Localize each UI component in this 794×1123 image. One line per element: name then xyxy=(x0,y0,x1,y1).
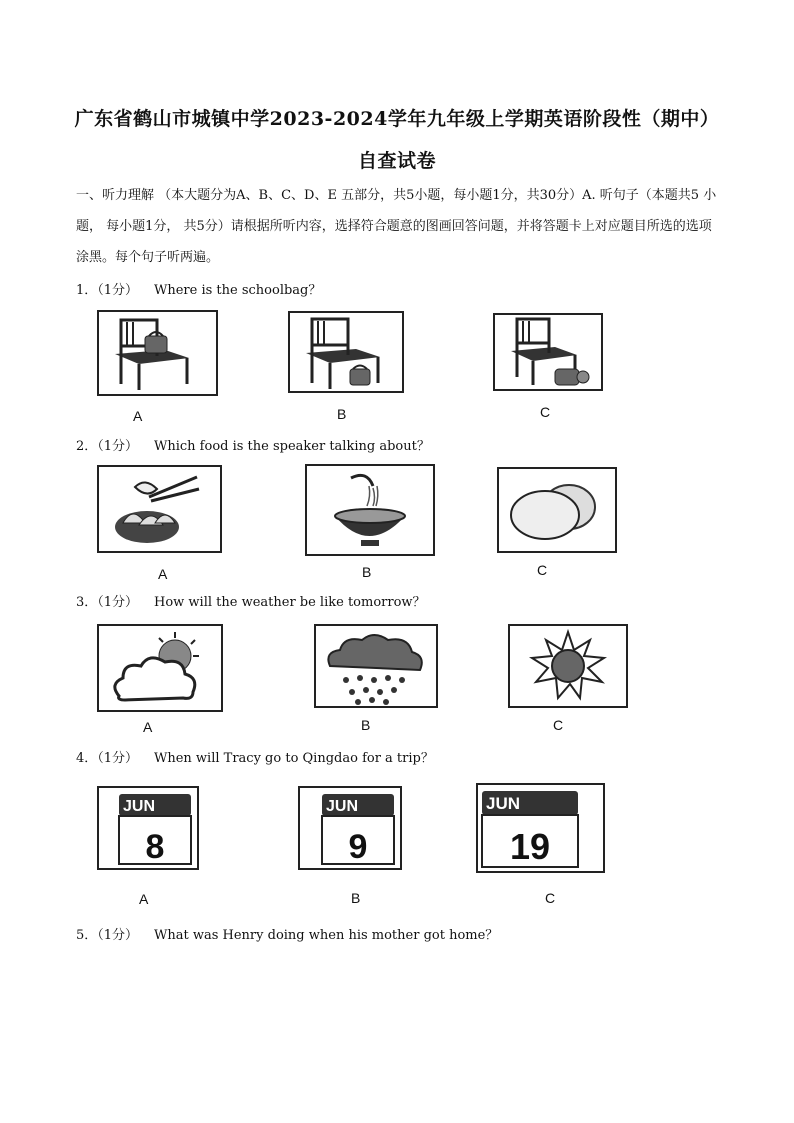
q1-option-c-label: C xyxy=(540,404,551,420)
question-5-text: What was Henry doing when his mother got home？ xyxy=(154,928,499,943)
question-5 xyxy=(76,924,498,943)
question-4-number: 4．（1分） xyxy=(76,751,139,766)
question-3 xyxy=(76,591,426,610)
question-4 xyxy=(76,747,434,766)
q4-c-day: 19 xyxy=(509,826,551,867)
q2-option-c-label: C xyxy=(537,562,548,578)
q2-option-b-picture xyxy=(305,464,435,556)
section-instructions: 一、听力理解 （本大题分为A、B、C、D、E 五部分，共5小题，每小题1分，共30分）A. 听句子（本题共5 小题， 每小题1分， 共5分）请根据所听内容，选择符合题意的图画回答问题，并将答题卡上对应题目所选的选项涂黑。每个句子听两遍。 xyxy=(76,188,717,265)
dumplings-chopsticks-icon xyxy=(99,467,220,551)
sun-icon xyxy=(510,626,626,706)
q4-option-b-label: B xyxy=(351,890,361,906)
q4-a-day: 8 xyxy=(145,828,165,866)
q4-b-day: 9 xyxy=(348,828,368,866)
question-3-text: How will the weather be like tomorrow？ xyxy=(154,595,426,610)
q4-a-month: JUN xyxy=(123,798,156,815)
chair-bag-on-seat-icon xyxy=(99,312,216,394)
q4-option-a-picture xyxy=(97,786,199,870)
eggs-icon xyxy=(499,469,615,551)
exam-title-line-1: 广东省鹤山市城镇中学2023-2024学年九年级上学期英语阶段性（期中） xyxy=(74,108,720,130)
q3-option-b-picture xyxy=(314,624,438,708)
q3-option-c-picture xyxy=(508,624,628,708)
q2-option-a-label: A xyxy=(158,566,168,582)
q4-option-c-picture xyxy=(476,783,605,873)
q1-option-a-label: A xyxy=(133,408,143,424)
q3-option-a-picture xyxy=(97,624,223,712)
q3-option-b-label: B xyxy=(361,717,371,733)
q2-option-c-picture xyxy=(497,467,617,553)
question-1 xyxy=(76,279,321,298)
q1-option-b-picture xyxy=(288,311,404,393)
q1-option-b-label: B xyxy=(337,406,347,422)
question-4-text: When will Tracy go to Qingdao for a trip？ xyxy=(154,751,434,766)
q2-option-a-picture xyxy=(97,465,222,553)
chair-bag-under-seat-icon xyxy=(290,313,402,391)
q1-option-a-picture xyxy=(97,310,218,396)
q4-option-c-label: C xyxy=(545,890,556,906)
calendar-icon xyxy=(99,788,197,868)
q4-b-month: JUN xyxy=(326,798,359,815)
noodles-bowl-icon xyxy=(307,466,433,554)
chair-bag-beside-icon xyxy=(495,315,601,389)
question-2-number: 2．（1分） xyxy=(76,439,139,454)
exam-title-line-2: 自查试卷 xyxy=(357,150,436,172)
calendar-icon xyxy=(478,785,603,871)
q2-option-b-label: B xyxy=(362,564,372,580)
q4-option-a-label: A xyxy=(139,891,149,907)
q3-option-a-label: A xyxy=(143,719,153,735)
question-3-number: 3．（1分） xyxy=(76,595,139,610)
q4-c-month: JUN xyxy=(486,794,521,813)
question-1-text: Where is the schoolbag？ xyxy=(154,283,322,298)
cloudy-sun-icon xyxy=(99,626,221,710)
q4-option-b-picture xyxy=(298,786,402,870)
question-5-number: 5．（1分） xyxy=(76,928,139,943)
rain-cloud-icon xyxy=(316,626,436,706)
q1-option-c-picture xyxy=(493,313,603,391)
question-2-text: Which food is the speaker talking about？ xyxy=(154,439,430,454)
calendar-icon xyxy=(300,788,400,868)
question-1-number: 1．（1分） xyxy=(76,283,139,298)
question-2 xyxy=(76,435,430,454)
q3-option-c-label: C xyxy=(553,717,564,733)
